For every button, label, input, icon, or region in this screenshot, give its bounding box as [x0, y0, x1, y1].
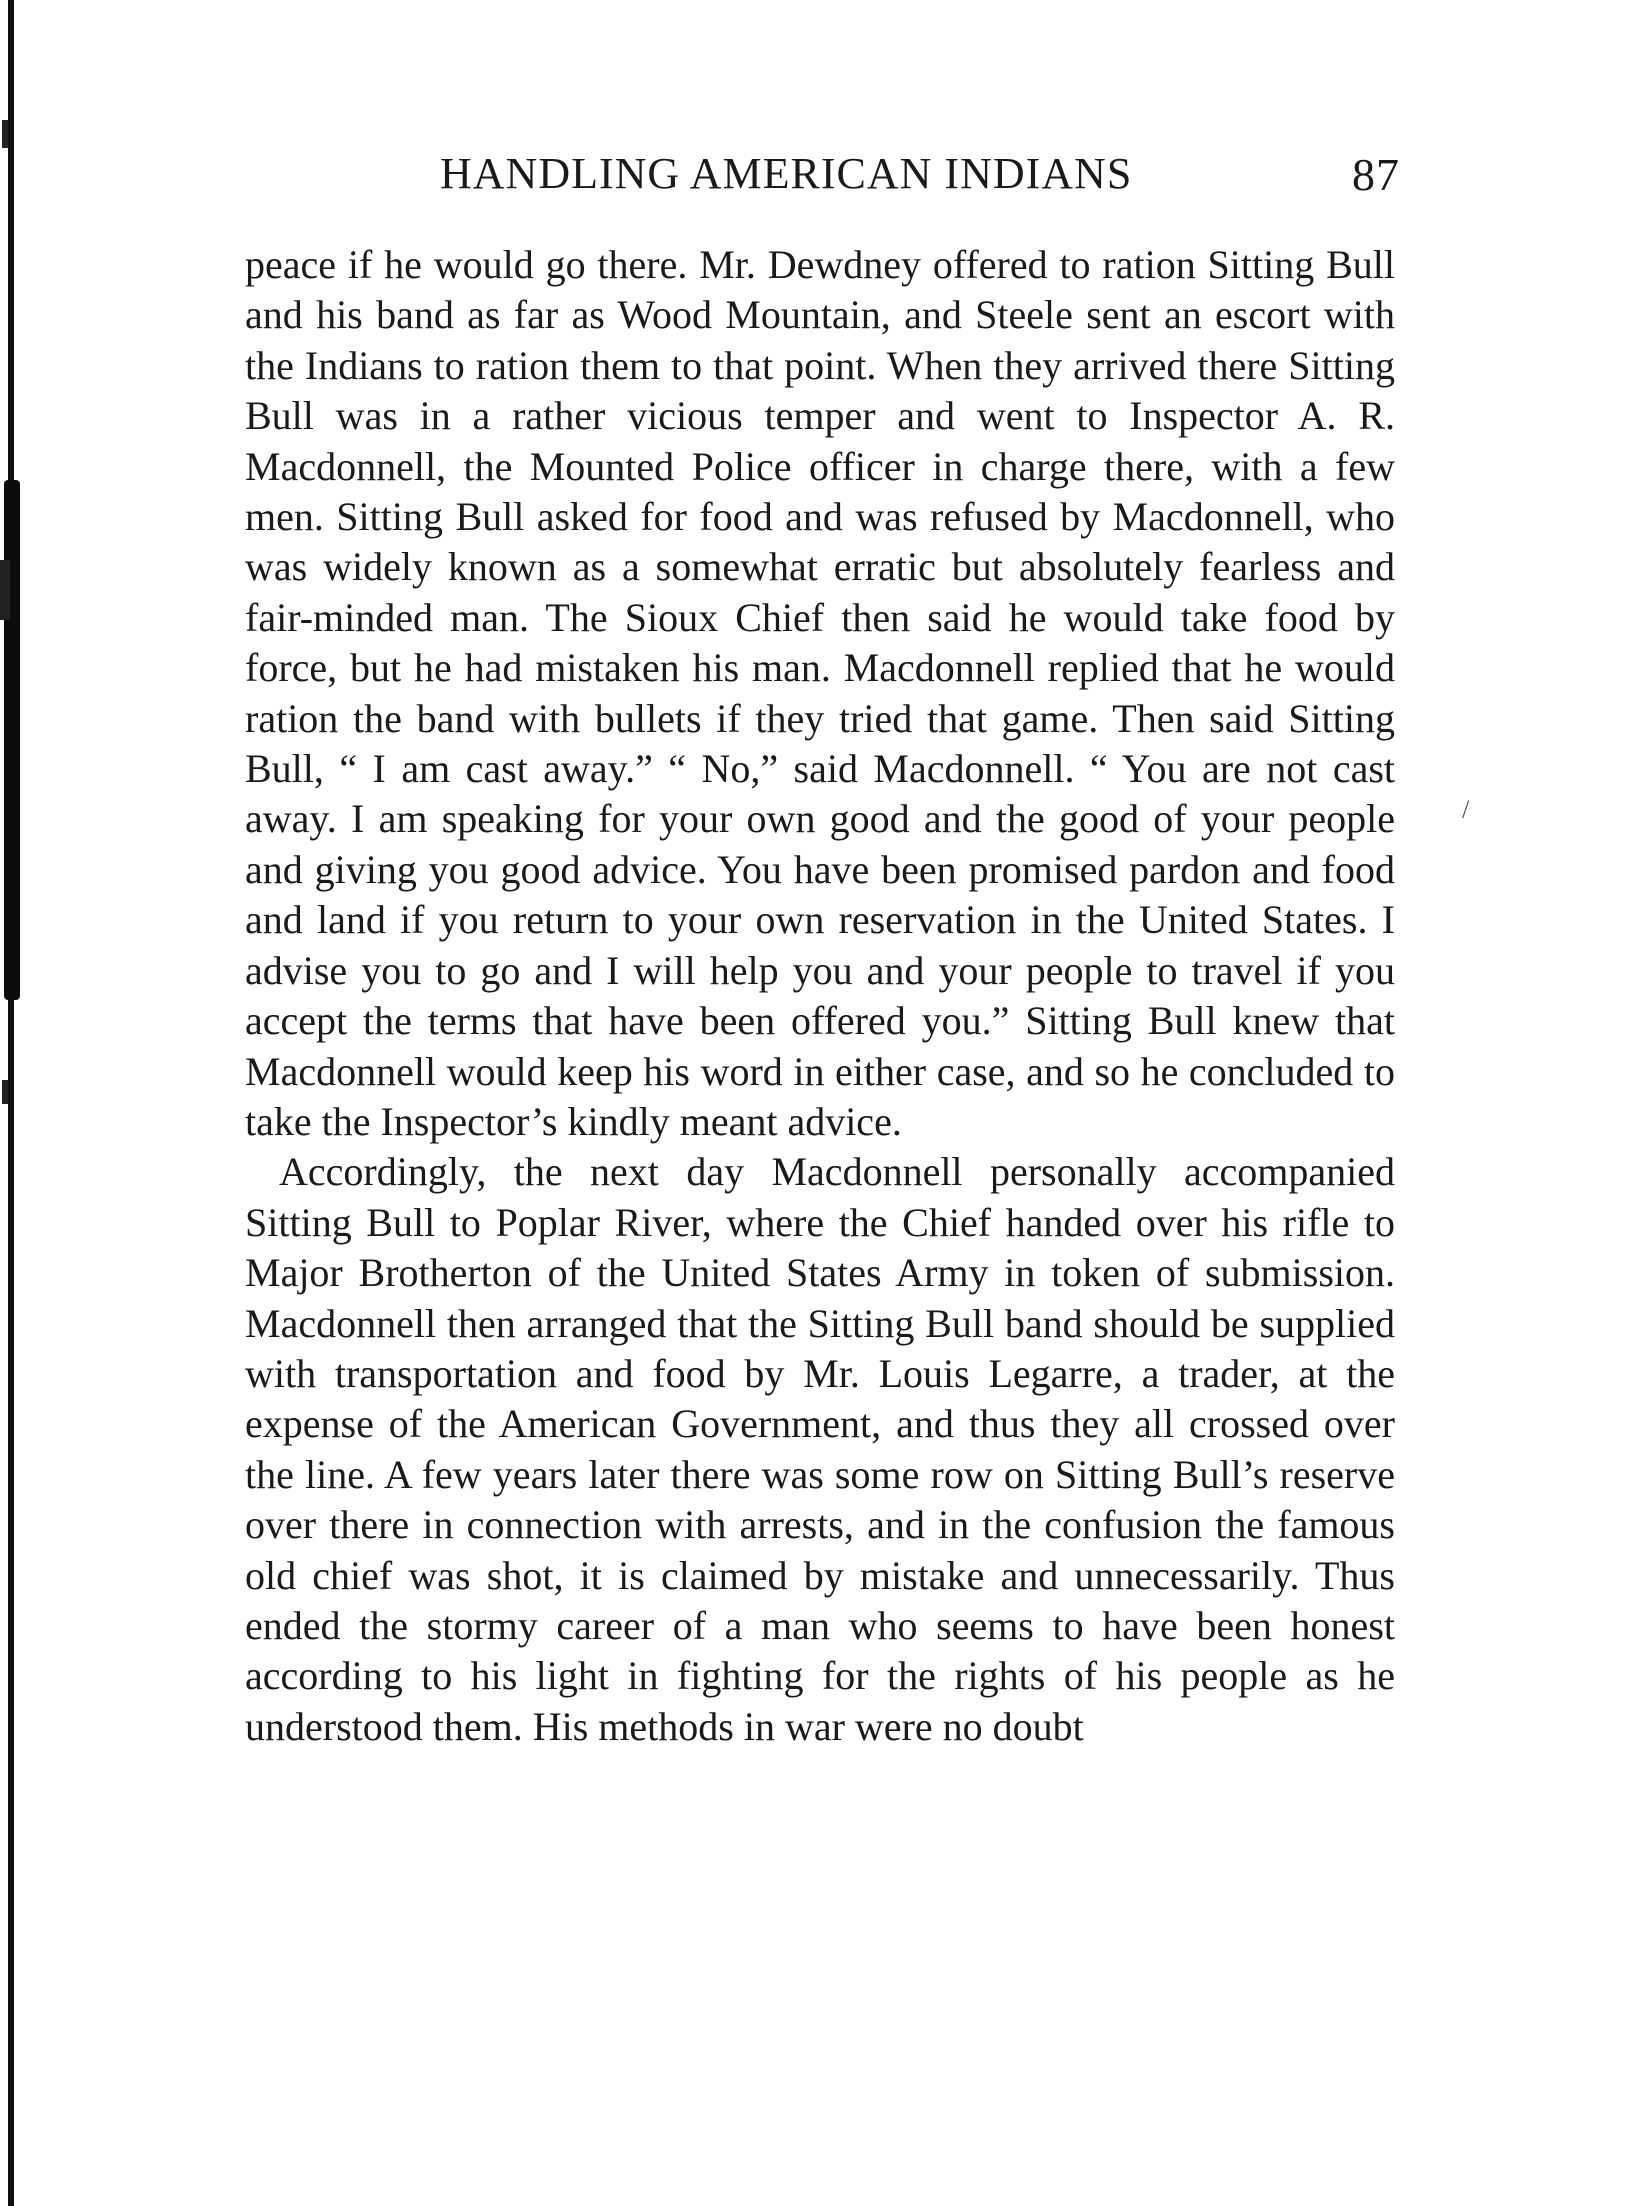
paragraph: peace if he would go there. Mr. Dewdney offered to ration Sitting Bull and his band as far as Wood Mountain, and Steele sent an escort with the Indians to ration them to that point. When they arrived there Sitting Bull was in a rather vicious temper and went to Inspector A. R. Macdonnell, the Mounted Police officer in charge there, with a few men. Sitting Bull asked for food and was refused by Macdonnell, who was widely known as a somewhat erratic but absolutely fearless and fair-minded man. The Sioux Chief then said he would take food by force, but he had mistaken his man. Macdonnell replied that he would ration the band with bullets if they tried that game. Then said Sitting Bull, “ I am cast away.” “ No,” said Macdonnell. “ You are not cast away. I am speaking for your own good and the good of your people and giving you good advice. You have been promised pardon and food and land if you return to your own reservation in the United States. I advise you to go and I will help you and your people to travel if you accept the terms that have been offered you.” Sitting Bull knew that Macdonnell would keep his word in either case, and so he concluded to take the Inspector’s kindly meant advice. [245, 242, 1395, 1144]
binding-speck [2, 1080, 8, 1104]
page-number: 87 [1352, 149, 1400, 200]
body-text [245, 240, 1395, 1752]
running-head-title: HANDLING AMERICAN INDIANS [440, 149, 1133, 198]
binding-speck [2, 120, 8, 148]
running-head [440, 148, 1400, 208]
binding-shadow [4, 480, 20, 1000]
binding-speck [0, 560, 10, 620]
scan-mark: / [1462, 795, 1470, 824]
binding-edge [8, 0, 14, 2206]
paragraph: Accordingly, the next day Macdonnell personally accompanied Sitting Bull to Poplar River, where the Chief handed over his rifle to Major Brotherton of the United States Army in token of submission. Macdonnell then arranged that the Sitting Bull band should be supplied with transportation and food by Mr. Louis Legarre, a trader, at the expense of the American Government, and thus they all crossed over the line. A few years later there was some row on Sitting Bull’s reserve over there in connection with arrests, and in the confusion the famous old chief was shot, it is claimed by mistake and unnecessarily. Thus ended the stormy career of a man who seems to have been honest according to his light in fighting for the rights of his people as he understood them. His methods in war were no doubt [245, 1149, 1395, 1749]
